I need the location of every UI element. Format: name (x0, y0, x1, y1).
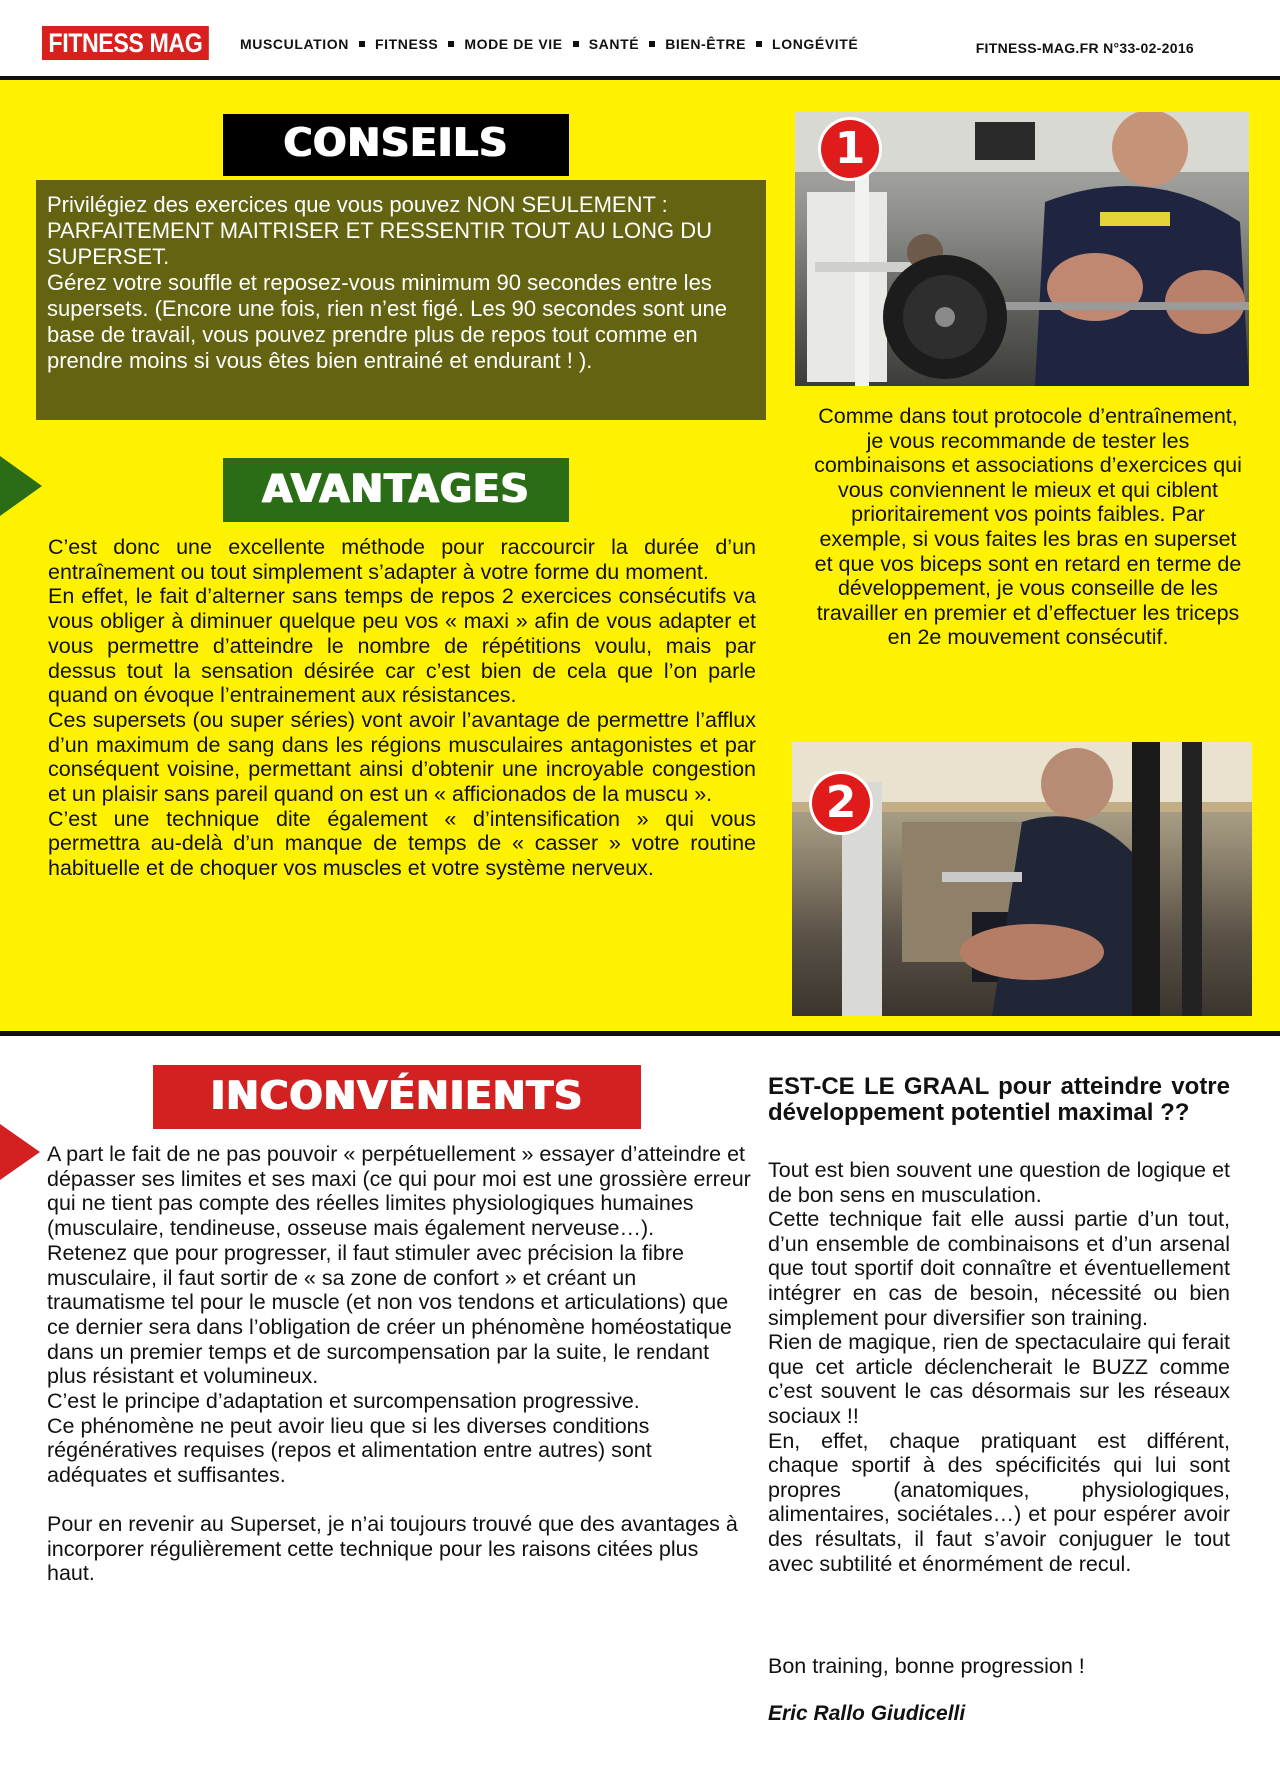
photo-number-badge: 2 (812, 774, 870, 832)
avantages-heading: AVANTAGES (223, 458, 569, 522)
conseils-body (47, 192, 757, 374)
photo-cable-pushdown (792, 742, 1252, 1016)
avantages-paragraph: C’est donc une excellente méthode pour raccourcir la durée d’un entraînement ou tout simplement s’adapter à votre forme du moment. (48, 535, 756, 584)
conseils-heading: CONSEILS (223, 114, 569, 176)
avantages-paragraph: Ces supersets (ou super séries) vont avoir l’avantage de permettre l’afflux d’un maximum de sang dans les régions musculaires antagonistes et par conséquent voisine, permettant ainsi d’obtenir une incroyable congestion et un plaisir sans pareil quand on est un « afficionados de la muscu ». (48, 707, 756, 807)
signoff: Bon training, bonne progression ! (768, 1654, 1085, 1678)
photo-caption: Comme dans tout protocole d’entraînement, je vous recommande de tester les combinaisons et associations d’exercices qui vous conviennent le mieux et qui ciblent prioritairement vos points faibles. Par exemple, si vous faites les bras en superset et que vos biceps sont en retard en terme de développement, je vous conseille de les travailler en premier et d’effectuer les triceps en 2e mouvement consécutif. (814, 404, 1242, 650)
inconvenients-heading: INCONVÉNIENTS (153, 1065, 641, 1129)
nav-item-bien-etre[interactable]: BIEN-ÊTRE (665, 36, 747, 52)
fitness-mag-logo[interactable]: FITNESS MAG (42, 26, 209, 60)
avantages-paragraph: En effet, le fait d’alterner sans temps de repos 2 exercices consécutifs va vous obliger à diminuer quelque peu vos « maxi » afin de vous adapter et vous permettre d’atteindre le nombre de répétitions voulu, mais par dessus tout la sensation désirée car c’est bien de cela que l’on parle quand on évoque l’entrainement aux résistances. (48, 584, 756, 708)
inconvenients-paragraph: Ce phénomène ne peut avoir lieu que si les diverses conditions régénératives requises (repos et alimentation entre autres) sont adéquates et suffisantes. (47, 1413, 652, 1488)
conseils-paragraph: Privilégiez des exercices que vous pouvez NON SEULEMENT : PARFAITEMENT MAITRISER ET RESSENTIR TOUT AU LONG DU SUPERSET. (47, 192, 713, 269)
topic-nav (240, 36, 858, 52)
masthead (0, 0, 1280, 76)
graal-paragraph: Tout est bien souvent une question de logique et de bon sens en musculation. (768, 1158, 1230, 1207)
nav-item-sante[interactable]: SANTÉ (588, 36, 640, 52)
inconvenients-paragraph: A part le fait de ne pas pouvoir « perpétuellement » essayer d’atteindre et dépasser ses limites et ses maxi (ce qui pour moi est une grossière erreur qui ne tient pas compte des réelles limites physiologiques humaines (musculaire, tendineuse, osseuse mais également nerveuse…). (47, 1142, 751, 1241)
graal-body (768, 1158, 1230, 1576)
inconvenients-paragraph: Retenez que pour progresser, il faut stimuler avec précision la fibre musculaire, il faut sortir de « sa zone de confort » et créant un traumatisme tel pour le muscle (et non vos tendons et articulations) que ce dernier sera dans l’obligation de créer un phénomène homéostatique dans un premier temps et de surcompensation par la suite, le rendant plus résistant et volumineux. (47, 1240, 732, 1389)
nav-item-musculation[interactable]: MUSCULATION (240, 36, 349, 52)
inconvenients-closing: Pour en revenir au Superset, je n’ai toujours trouvé que des avantages à incorporer régulièrement cette technique pour les raisons citées plus haut. (47, 1511, 738, 1586)
nav-item-mode-de-vie[interactable]: MODE DE VIE (464, 36, 563, 52)
issue-number: FITNESS-MAG.FR N°33-02-2016 (975, 40, 1194, 56)
inconvenients-body (47, 1142, 752, 1586)
conseils-paragraph: Gérez votre souffle et reposez-vous minimum 90 secondes entre les supersets. (Encore une fois, rien n’est figé. Les 90 secondes sont une base de travail, vous pouvez prendre plus de repos tout comme en prendre moins si vous êtes bien entrainé et endurant ! ). (47, 270, 727, 373)
section-divider (0, 1031, 1280, 1036)
graal-paragraph: En, effet, chaque pratiquant est différent, chaque sportif à des spécificités qui lui sont propres (anatomiques, physiologiques, alimentaires, sociétales…) et pour espérer avoir des résultats, il faut s’avoir conjuguer le tout avec subtilité et énormément de recul. (768, 1428, 1230, 1576)
inconvenients-paragraph: C’est le principe d’adaptation et surcompensation progressive. (47, 1389, 640, 1414)
nav-item-longevite[interactable]: LONGÉVITÉ (772, 36, 859, 52)
nav-item-fitness[interactable]: FITNESS (375, 36, 439, 52)
red-arrow-icon (0, 1124, 40, 1180)
avantages-body (48, 535, 756, 881)
graal-heading: EST-CE LE GRAAL pour atteindre votre développement potentiel maximal ?? (768, 1073, 1230, 1126)
graal-paragraph: Rien de magique, rien de spectaculaire qui ferait que cet article déclencherait le BUZZ comme c’est souvent le cas désormais sur les réseaux sociaux !! (768, 1330, 1230, 1428)
graal-paragraph: Cette technique fait elle aussi partie d’un tout, d’un ensemble de combinaisons et d’un arsenal que tout sportif doit connaître et éventuellement intégrer en cas de besoin, nécessité ou bien simplement pour diversifier son training. (768, 1207, 1230, 1330)
avantages-paragraph: C’est une technique dite également « d’intensification » qui vous permettra au-delà d’un manque de temps de « casser » votre routine habituelle et de choquer vos muscles et votre système nerveux. (48, 806, 756, 881)
green-arrow-icon (0, 456, 42, 516)
photo-barbell-curl (795, 112, 1249, 386)
author-signature: Eric Rallo Giudicelli (768, 1702, 966, 1725)
photo-number-badge: 1 (821, 120, 879, 178)
